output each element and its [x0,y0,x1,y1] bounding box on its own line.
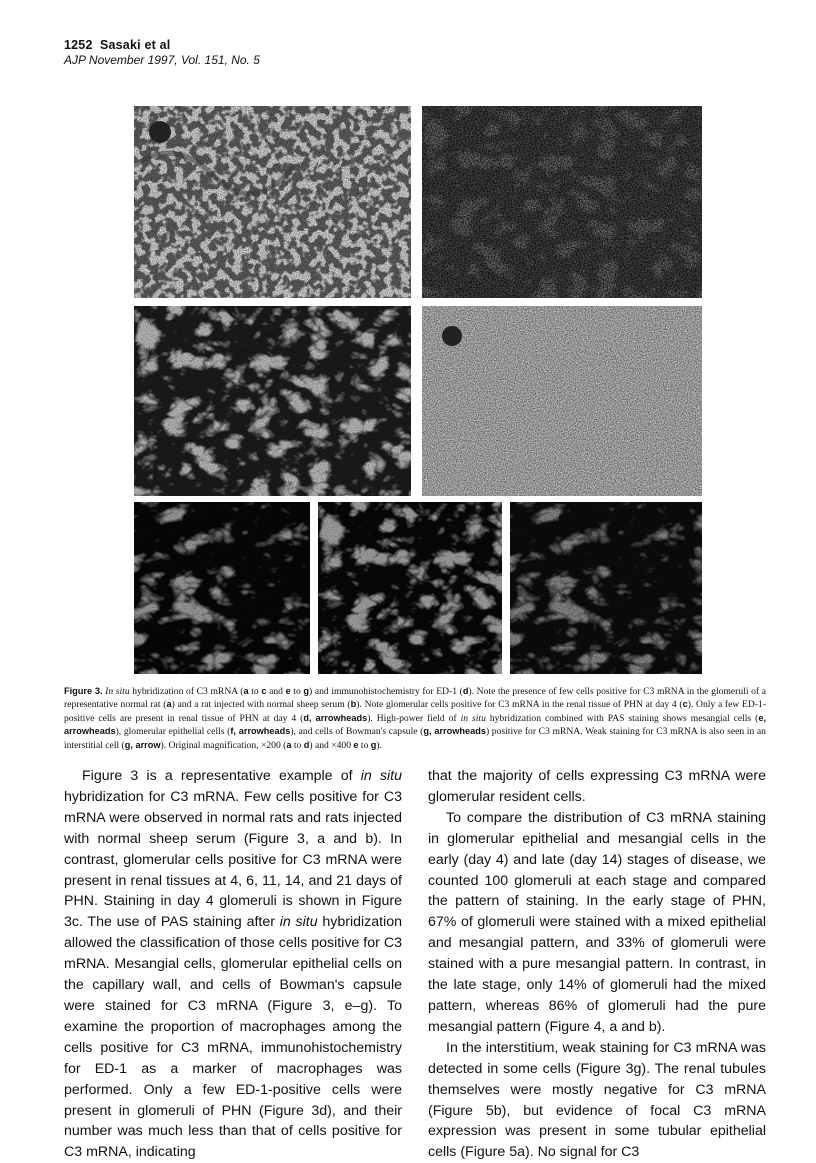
micrograph-panel-b [422,106,702,298]
micrograph-panel-e [134,502,310,674]
page-number: 1252 [64,38,93,52]
body-paragraph-2: To compare the distribution of C3 mRNA staining in glomerular epithelial and mesangial cells in the early (day 4) and late (day 14) stages of disease, we counted 100 glomeruli at each stage and compared the pattern of staining. In the early stage of PHN, 67% of glomeruli were stained with a mixed epithelial and mesangial pattern, and 33% of glomeruli were stained with a pure mesangial pattern. In contrast, in the late stage, only 14% of glomeruli had the mixed pattern, whereas 86% of glomeruli had the pure mesangial pattern (Figure 4, a and b). [428,809,766,1035]
body-paragraph-3: In the interstitium, weak staining for C3 mRNA was detected in some cells (Figure 3g). The renal tubules themselves were mostly negative for C3 mRNA (Figure 5b), but evidence of focal C3 mRNA expression was present in some tubular epithelial cells (Figure 5a). No signal for C3 [428,1039,766,1161]
body-column-left [64,766,402,1163]
body-paragraph-1-continued: that the majority of cells expressing C3 mRNA were glomerular resident cells. [428,768,766,805]
micrograph-panel-f [318,502,502,674]
body-column-right [428,766,766,1163]
running-header [64,38,260,68]
journal-citation: AJP November 1997, Vol. 151, No. 5 [64,53,260,67]
author-running-head: Sasaki et al [99,38,171,52]
figure-caption: Figure 3. In situ hybridization of C3 mRNA (a to c and e to g) and immunohistochemistry for ED-1 (d). Note the presence of few cells positive for C3 mRNA in the glomeruli of a representative normal rat (a) and a rat injected with normal sheep serum (b). Note glomerular cells positive for C3 mRNA in the renal tissue of PHN at day 4 (c). Only a few ED-1-positive cells are present in renal tissue of PHN at day 4 (d, arrowheads). High-power field of in situ hybridization combined with PAS staining shows mesangial cells (e, arrowheads), glomerular epithelial cells (f, arrowheads), and cells of Bowman's capsule (g, arrowheads) positive for C3 mRNA. Weak staining for C3 mRNA is also seen in an interstitial cell (g, arrow). Original magnification, ×200 (a to d) and ×400 e to g). [64,686,767,751]
micrograph-panel-d [422,306,702,496]
figure-label: Figure 3. [64,686,103,696]
micrograph-panel-c [134,306,411,496]
body-paragraph-1: Figure 3 is a representative example of in situ hybridization for C3 mRNA. Few cells positive for C3 mRNA were observed in normal rats and rats injected with normal sheep serum (Figure 3, a and b). In contrast, glomerular cells positive for C3 mRNA were present in renal tissues at 4, 6, 11, 14, and 21 days of PHN. Staining in day 4 glomeruli is shown in Figure 3c. The use of PAS staining after in situ hybridization allowed the classification of those cells positive for C3 mRNA. Mesangial cells, glomerular epithelial cells on the capillary wall, and cells of Bowman's capsule were stained for C3 mRNA (Figure 3, e–g). To examine the proportion of macrophages among the cells positive for C3 mRNA, immunohistochemistry for ED-1 as a marker of macrophages was performed. Only a few ED-1-positive cells were present in glomeruli of PHN (Figure 3d), and their number was much less than that of cells positive for C3 mRNA, indicating [64,768,402,1161]
micrograph-panel-a [134,106,411,298]
micrograph-panel-g [510,502,702,674]
